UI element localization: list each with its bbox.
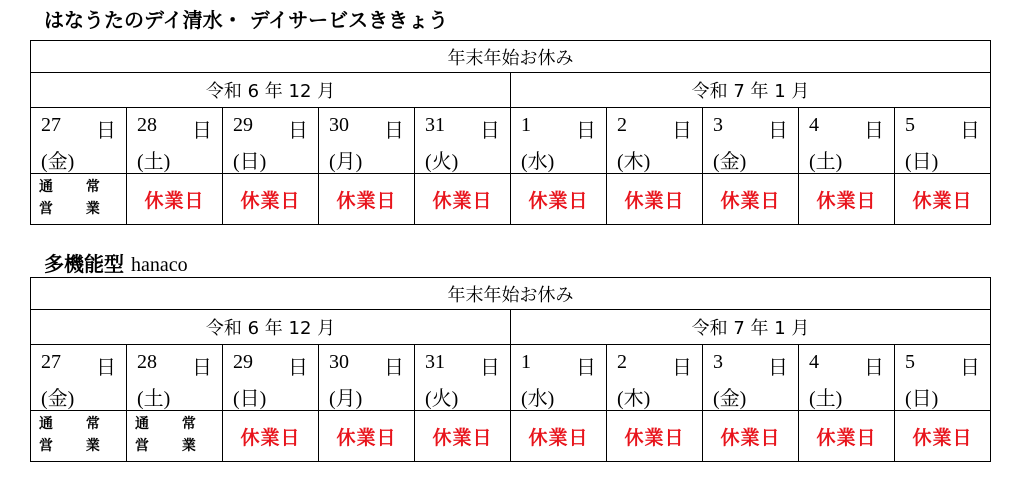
day-unit: 日 <box>384 120 404 142</box>
weekday-label: (日) <box>233 151 267 173</box>
weekday-label: (水) <box>521 388 555 410</box>
section-title <box>44 252 188 277</box>
day-unit: 日 <box>672 120 692 142</box>
status-closed: 休業日 <box>607 411 703 462</box>
weekday-label: (火) <box>425 388 459 410</box>
weekday-label: (土) <box>809 388 843 410</box>
status-closed: 休業日 <box>223 174 319 225</box>
status-closed: 休業日 <box>319 174 415 225</box>
weekday-label: (日) <box>233 388 267 410</box>
section-title-latin: hanaco <box>130 254 188 276</box>
section-title-jp: 多機能型 <box>44 252 124 276</box>
weekday-label: (土) <box>137 388 171 410</box>
day-cell <box>799 108 895 174</box>
day-cell <box>31 108 127 174</box>
day-number: 29 <box>233 351 253 373</box>
weekday-label: (火) <box>425 151 459 173</box>
day-number: 29 <box>233 114 253 136</box>
table-header: 年末年始お休み <box>31 278 991 310</box>
day-cell <box>703 345 799 411</box>
weekday-label: (日) <box>905 388 939 410</box>
day-number: 27 <box>41 114 61 136</box>
day-unit: 日 <box>864 120 884 142</box>
weekday-label: (木) <box>617 151 651 173</box>
day-unit: 日 <box>960 357 980 379</box>
day-number: 4 <box>809 114 819 136</box>
day-cell <box>895 345 991 411</box>
day-number: 31 <box>425 351 445 373</box>
day-cell <box>127 345 223 411</box>
status-row <box>31 411 991 462</box>
status-closed: 休業日 <box>127 174 223 225</box>
status-closed: 休業日 <box>415 174 511 225</box>
status-closed: 休業日 <box>703 174 799 225</box>
day-number: 28 <box>137 351 157 373</box>
day-cell <box>415 345 511 411</box>
date-row <box>31 108 991 174</box>
status-row <box>31 174 991 225</box>
weekday-label: (木) <box>617 388 651 410</box>
day-cell <box>223 108 319 174</box>
day-cell <box>31 345 127 411</box>
day-number: 31 <box>425 114 445 136</box>
day-number: 27 <box>41 351 61 373</box>
status-closed: 休業日 <box>415 411 511 462</box>
weekday-label: (金) <box>713 388 747 410</box>
day-unit: 日 <box>960 120 980 142</box>
day-number: 2 <box>617 351 627 373</box>
day-number: 1 <box>521 114 531 136</box>
day-cell <box>607 108 703 174</box>
day-cell <box>799 345 895 411</box>
weekday-label: (金) <box>713 151 747 173</box>
day-unit: 日 <box>768 120 788 142</box>
day-cell <box>415 108 511 174</box>
weekday-label: (土) <box>809 151 843 173</box>
day-unit: 日 <box>480 357 500 379</box>
day-unit: 日 <box>384 357 404 379</box>
day-number: 3 <box>713 351 723 373</box>
day-unit: 日 <box>864 357 884 379</box>
day-unit: 日 <box>288 120 308 142</box>
day-cell <box>223 345 319 411</box>
day-unit: 日 <box>192 357 212 379</box>
status-closed: 休業日 <box>319 411 415 462</box>
day-unit: 日 <box>96 357 116 379</box>
weekday-label: (日) <box>905 151 939 173</box>
day-unit: 日 <box>480 120 500 142</box>
holiday-schedule-table <box>30 40 991 225</box>
day-number: 3 <box>713 114 723 136</box>
weekday-label: (土) <box>137 151 171 173</box>
day-unit: 日 <box>672 357 692 379</box>
weekday-label: (月) <box>329 388 363 410</box>
weekday-label: (水) <box>521 151 555 173</box>
day-number: 1 <box>521 351 531 373</box>
day-cell <box>319 108 415 174</box>
day-unit: 日 <box>576 120 596 142</box>
section-title: はなうたのデイ清水・ デイサービスききょう <box>44 8 449 32</box>
day-cell <box>127 108 223 174</box>
day-number: 28 <box>137 114 157 136</box>
status-open: 通 常 営 業 <box>31 411 127 462</box>
status-closed: 休業日 <box>895 411 991 462</box>
status-closed: 休業日 <box>223 411 319 462</box>
day-cell <box>511 345 607 411</box>
day-number: 2 <box>617 114 627 136</box>
status-closed: 休業日 <box>703 411 799 462</box>
day-cell <box>703 108 799 174</box>
day-number: 30 <box>329 114 349 136</box>
day-cell <box>319 345 415 411</box>
status-closed: 休業日 <box>607 174 703 225</box>
era-month-left: 令和 6 年 12 月 <box>31 73 511 108</box>
day-cell <box>607 345 703 411</box>
day-unit: 日 <box>192 120 212 142</box>
status-closed: 休業日 <box>799 174 895 225</box>
day-cell <box>895 108 991 174</box>
status-open: 通 常 営 業 <box>31 174 127 225</box>
day-unit: 日 <box>288 357 308 379</box>
day-unit: 日 <box>768 357 788 379</box>
table-header: 年末年始お休み <box>31 41 991 73</box>
day-unit: 日 <box>576 357 596 379</box>
date-row <box>31 345 991 411</box>
holiday-schedule-table <box>30 277 991 462</box>
era-month-right: 令和 7 年 1 月 <box>511 73 991 108</box>
era-month-right: 令和 7 年 1 月 <box>511 310 991 345</box>
status-closed: 休業日 <box>511 174 607 225</box>
day-number: 5 <box>905 114 915 136</box>
weekday-label: (金) <box>41 151 75 173</box>
day-number: 30 <box>329 351 349 373</box>
day-number: 5 <box>905 351 915 373</box>
status-closed: 休業日 <box>511 411 607 462</box>
status-closed: 休業日 <box>799 411 895 462</box>
era-month-left: 令和 6 年 12 月 <box>31 310 511 345</box>
weekday-label: (月) <box>329 151 363 173</box>
status-open: 通 常 営 業 <box>127 411 223 462</box>
status-closed: 休業日 <box>895 174 991 225</box>
day-number: 4 <box>809 351 819 373</box>
day-cell <box>511 108 607 174</box>
weekday-label: (金) <box>41 388 75 410</box>
day-unit: 日 <box>96 120 116 142</box>
